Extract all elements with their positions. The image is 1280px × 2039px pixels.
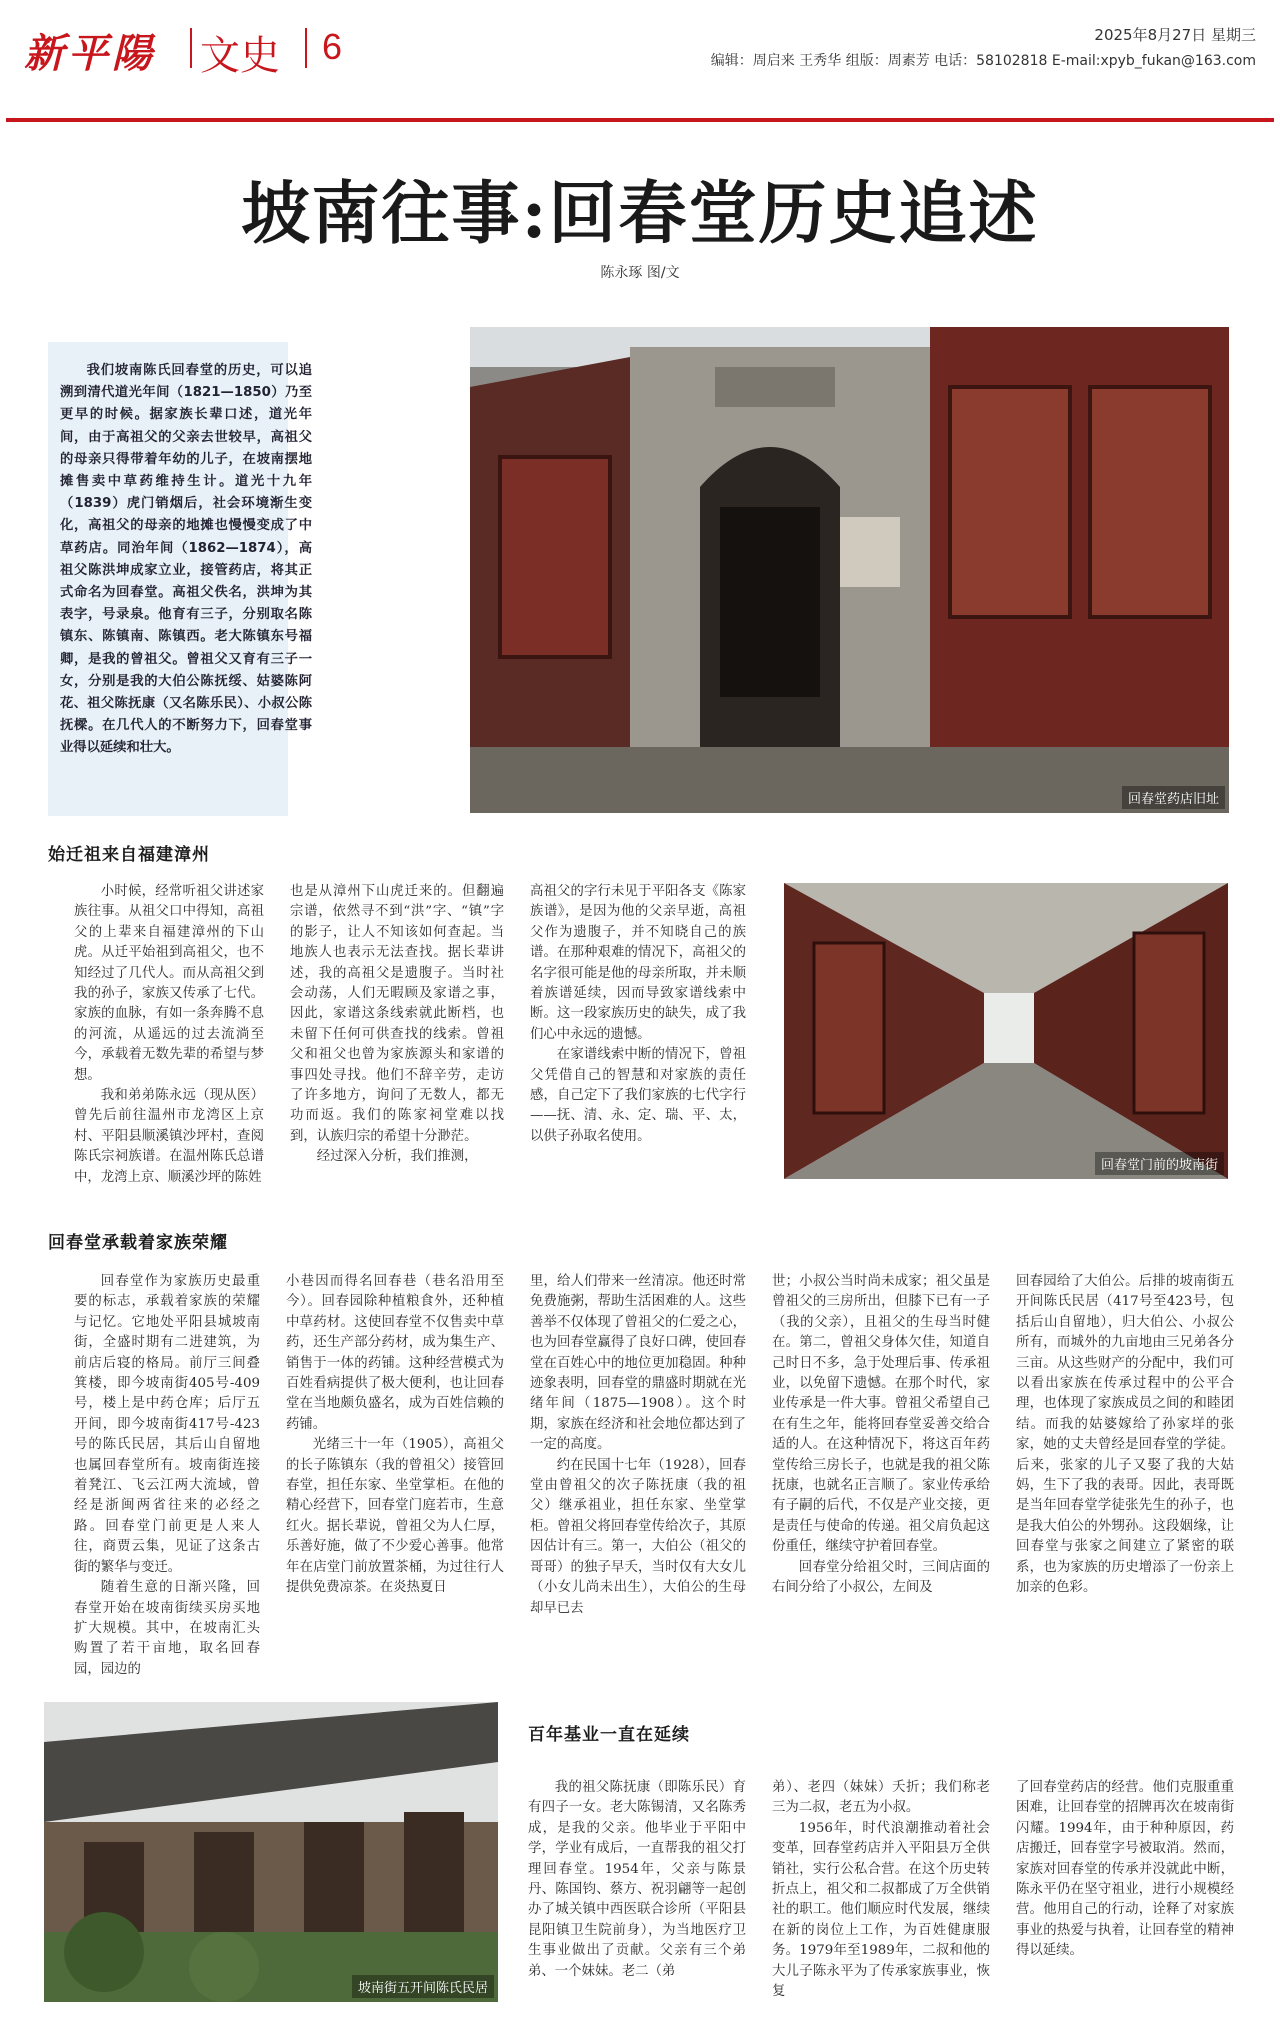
text-column bbox=[528, 1778, 746, 2004]
paragraph: 回春堂分给祖父时，三间店面的右间分给了小叔公，左间及 bbox=[772, 1559, 990, 1596]
header-divider bbox=[305, 28, 307, 68]
paragraph: 光绪三十一年（1905），高祖父的长子陈镇东（我的曾祖父）接管回春堂，担任东家、坐堂掌柜。在他的精心经营下，回春堂门庭若市，生意红火。据长辈说，曾祖父为人仁厚，乐善好施，做了不少爱心善事。他常年在店堂门前放置茶桶，为过往行人提供免费凉茶。在炎热夏日 bbox=[286, 1437, 504, 1596]
text-column bbox=[530, 1272, 746, 1652]
paragraph: 小巷因而得名回春巷（巷名沿用至今）。回春园除种植粮食外，还种植中草药材。这使回春堂不仅售卖中草药，还生产部分药材，成为集生产、销售于一体的药铺。这种经营模式为百姓看病提供了极大便利，也让回春堂在当地颇负盛名，成为百姓信赖的药铺。 bbox=[286, 1274, 504, 1432]
text-column bbox=[772, 1272, 990, 1652]
text-column bbox=[1016, 1778, 1234, 2004]
editor-info: 编辑：周启来 王秀华 组版：周素芳 电话：58102818 E-mail:xpyb_fukan@163.com bbox=[710, 53, 1256, 69]
section-heading: 始迁祖来自福建漳州 bbox=[48, 845, 210, 865]
intro-paragraph: 我们坡南陈氏回春堂的历史，可以追溯到清代道光年间（1821—1850）乃至更早的时候。据家族长辈口述，道光年间，由于高祖父的父亲去世较早，高祖父的母亲只得带着年幼的儿子，在坡南摆地摊售卖中草药维持生计。道光十九年（1839）虎门销烟后，社会环境渐生变化，高祖父的母亲的地摊也慢慢变成了中草药店。同治年间（1862—1874），高祖父陈洪坤成家立业，接管药店，将其正式命名为回春堂。高祖父佚名，洪坤为其表字，号录泉。他育有三子，分别取名陈镇东、陈镇南、陈镇西。老大陈镇东号福卿，是我的曾祖父。曾祖父又育有三子一女，分别是我的大伯公陈抚绥、姑婆陈阿花、祖父陈抚康（又名陈乐民）、小叔公陈抚樑。在几代人的不断努力下，回春堂事业得以延续和壮大。 bbox=[60, 363, 312, 756]
paragraph: 高祖父的字行未见于平阳各支《陈家族谱》，是因为他的父亲早逝，高祖父作为遗腹子，并不知晓自己的族谱。在那种艰难的情况下，高祖父的名字很可能是他的母亲所取，并未顺着族谱延续，因而导致家谱线索中断。这一段家族历史的缺失，成了我们心中永远的遗憾。 bbox=[530, 884, 746, 1042]
paragraph: 小时候，经常听祖父讲述家族往事。从祖父口中得知，高祖父的上辈来自福建漳州的下山虎。从迁平始祖到高祖父，也不知经过了几代人。而从高祖父到我的孙子，家族又传承了七代。家族的血脉，有如一条奔腾不息的河流，从遥远的过去流淌至今，承载着无数先辈的希望与梦想。 bbox=[74, 884, 264, 1083]
pharmacy-gate-illustration bbox=[470, 327, 1229, 813]
page-number: 6 bbox=[322, 26, 343, 67]
paragraph: 我的祖父陈抚康（即陈乐民）育有四子一女。老大陈锡清，又名陈秀成，是我的父亲。他毕业于平阳中学，学业有成后，一直帮我的祖父打理回春堂。1954年，父亲与陈景丹、陈国钧、蔡方、祝羽翩等一起创办了城关镇中西医联合诊所（平阳县昆阳镇卫生院前身），为当地医疗卫生事业做出了贡献。父亲有三个弟弟、一个妹妹。老二（弟 bbox=[528, 1780, 746, 1979]
paragraph: 世；小叔公当时尚未成家；祖父虽是曾祖父的三房所出，但膝下已有一子（我的父亲），且祖父的生母当时健在。第二，曾祖父身体欠佳，知道自己时日不多，急于处理后事、传承祖业，以免留下遗憾。在那个时代，家业传承是一件大事。曾祖父希望自己在有生之年，能将回春堂妥善交给合适的人。在这种情况下，将这百年药堂传给三房长子，也就是我的祖父陈抚康，也就名正言顺了。家业传承给有子嗣的后代，不仅是产业交接，更是责任与使命的传递。祖父肩负起这份重任，继续守护着回春堂。 bbox=[772, 1274, 990, 1555]
header-rule bbox=[6, 118, 1274, 122]
text-column bbox=[286, 1272, 504, 1652]
paragraph: 回春堂作为家族历史最重要的标志，承载着家族的荣耀与记忆。它地处平阳县城坡南街，全盛时期有二进建筑，为前店后寝的格局。前厅三间叠箕楼，即今坡南街405号-409号，楼上是中药仓库；后厅五开间，即今坡南街417号-423号的陈氏民居，其后山自留地也属回春堂所有。坡南街连接着凳江、飞云江两大流域，曾经是浙闽两省往来的必经之路。回春堂门前更是人来人往，商贾云集，见证了这条古街的繁华与变迁。 bbox=[74, 1274, 260, 1575]
paragraph: 1956年，时代浪潮推动着社会变革，回春堂药店并入平阳县万全供销社，实行公私合营。在这个历史转折点上，祖父和二叔都成了万全供销社的职工。他们顺应时代发展，继续在新的岗位上工作，为百姓健康服务。1979年至1989年，二叔和他的大儿子陈永平为了传承家族事业，恢复 bbox=[772, 1820, 990, 2000]
street-illustration bbox=[784, 883, 1228, 1179]
issue-date: 2025年8月27日 星期三 bbox=[1094, 26, 1256, 44]
paragraph: 里，给人们带来一丝清凉。他还时常免费施粥，帮助生活困难的人。这些善举不仅体现了曾祖父的仁爱之心，也为回春堂赢得了良好口碑，使回春堂在百姓心中的地位更加稳固。种种迹象表明，回春堂的鼎盛时期就在光绪年间（1875—1908）。这个时期，家族在经济和社会地位都达到了一定的高度。 bbox=[530, 1274, 746, 1453]
paragraph: 弟）、老四（妹妹）夭折；我们称老三为二叔，老五为小叔。 bbox=[772, 1780, 990, 1816]
masthead-logo: 新平陽 bbox=[24, 30, 156, 77]
text-column bbox=[74, 882, 264, 1188]
paragraph: 在家谱线索中断的情况下，曾祖父凭借自己的智慧和对家族的责任感，自己定下了我们家族的七代字行——抚、清、永、定、瑞、平、太，以供子孙取名使用。 bbox=[530, 1047, 746, 1144]
section-heading: 回春堂承载着家族荣耀 bbox=[48, 1233, 228, 1253]
paragraph: 随着生意的日渐兴隆，回春堂开始在坡南街续买房买地扩大规模。其中，在坡南汇头购置了若干亩地，取名回春园，园边的 bbox=[74, 1580, 260, 1677]
text-column bbox=[530, 882, 746, 1188]
paragraph: 也是从漳州下山虎迁来的。但翻遍宗谱，依然寻不到“洪”字、“镇”字的影子，让人不知该如何查起。当地族人也表示无法查找。据长辈讲述，我的高祖父是遗腹子。当时社会动荡，人们无暇顾及家谱之事，因此，家谱这条线索就此断档，也未留下任何可供查找的线索。曾祖父和祖父也曾为家族源头和家谱的事四处寻找。他们不辞辛劳，走访了许多地方，询问了无数人，都无功而返。我们的陈家祠堂难以找到，认族归宗的希望十分渺茫。 bbox=[290, 884, 504, 1144]
photo-chen-family-house bbox=[44, 1702, 498, 2002]
photo-caption: 回春堂门前的坡南街 bbox=[1095, 1152, 1224, 1175]
paragraph: 约在民国十七年（1928），回春堂由曾祖父的次子陈抚康（我的祖父）继承祖业，担任东家、坐堂掌柜。曾祖父将回春堂传给次子，其原因估计有三。第一，大伯公（祖父的哥哥）的独子早夭，当时仅有大女儿（小女儿尚未出生），大伯公的生母却早已去 bbox=[530, 1457, 746, 1616]
section-name: 文史 bbox=[200, 33, 280, 79]
article-title: 坡南往事:回春堂历史追述 bbox=[241, 174, 1039, 254]
paragraph: 我和弟弟陈永远（现从医）曾先后前往温州市龙湾区上京村、平阳县顺溪镇沙坪村，查阅陈氏宗祠族谱。在温州陈氏总谱中，龙湾上京、顺溪沙坪的陈姓 bbox=[74, 1088, 264, 1185]
text-column bbox=[74, 1272, 260, 1677]
photo-ponan-street bbox=[784, 883, 1228, 1179]
photo-caption: 回春堂药店旧址 bbox=[1122, 786, 1225, 809]
text-column bbox=[290, 882, 504, 1188]
text-column bbox=[1016, 1272, 1234, 1652]
photo-old-pharmacy-site bbox=[470, 327, 1229, 813]
section-heading: 百年基业一直在延续 bbox=[528, 1725, 690, 1745]
article-byline: 陈永琢 图/文 bbox=[600, 265, 680, 281]
paragraph: 回春园给了大伯公。后排的坡南街五开间陈氏民居（417号至423号，包括后山自留地），归大伯公、小叔公所有，而城外的九亩地由三兄弟各分三亩。从这些财产的分配中，我们可以看出家族在传承过程中的公平合理，也体现了家族成员之间的和睦团结。而我的姑婆嫁给了孙家垟的张家，她的丈夫曾经是回春堂的学徒。后来，张家的儿子又娶了我的大姑妈，生下了我的表哥。因此，表哥既是当年回春堂学徒张先生的孙子，也是我大伯公的外甥孙。这段姻缘，让回春堂与张家之间建立了紧密的联系，也为家族的历史增添了一份亲上加亲的色彩。 bbox=[1016, 1274, 1234, 1596]
header-divider bbox=[190, 28, 192, 68]
house-illustration bbox=[44, 1702, 498, 2002]
paragraph: 经过深入分析，我们推测， bbox=[316, 1149, 478, 1165]
paragraph: 了回春堂药店的经营。他们克服重重困难，让回春堂的招牌再次在坡南街闪耀。1994年，由于种种原因，药店搬迁，回春堂字号被取消。然而，家族对回春堂的传承并没就此中断，陈永平仍在坚守祖业，进行小规模经营。他用自己的行动，诠释了对家族事业的热爱与执着，让回春堂的精神得以延续。 bbox=[1016, 1780, 1234, 1959]
text-column bbox=[772, 1778, 990, 2004]
photo-caption: 坡南街五开间陈氏民居 bbox=[352, 1975, 494, 1998]
